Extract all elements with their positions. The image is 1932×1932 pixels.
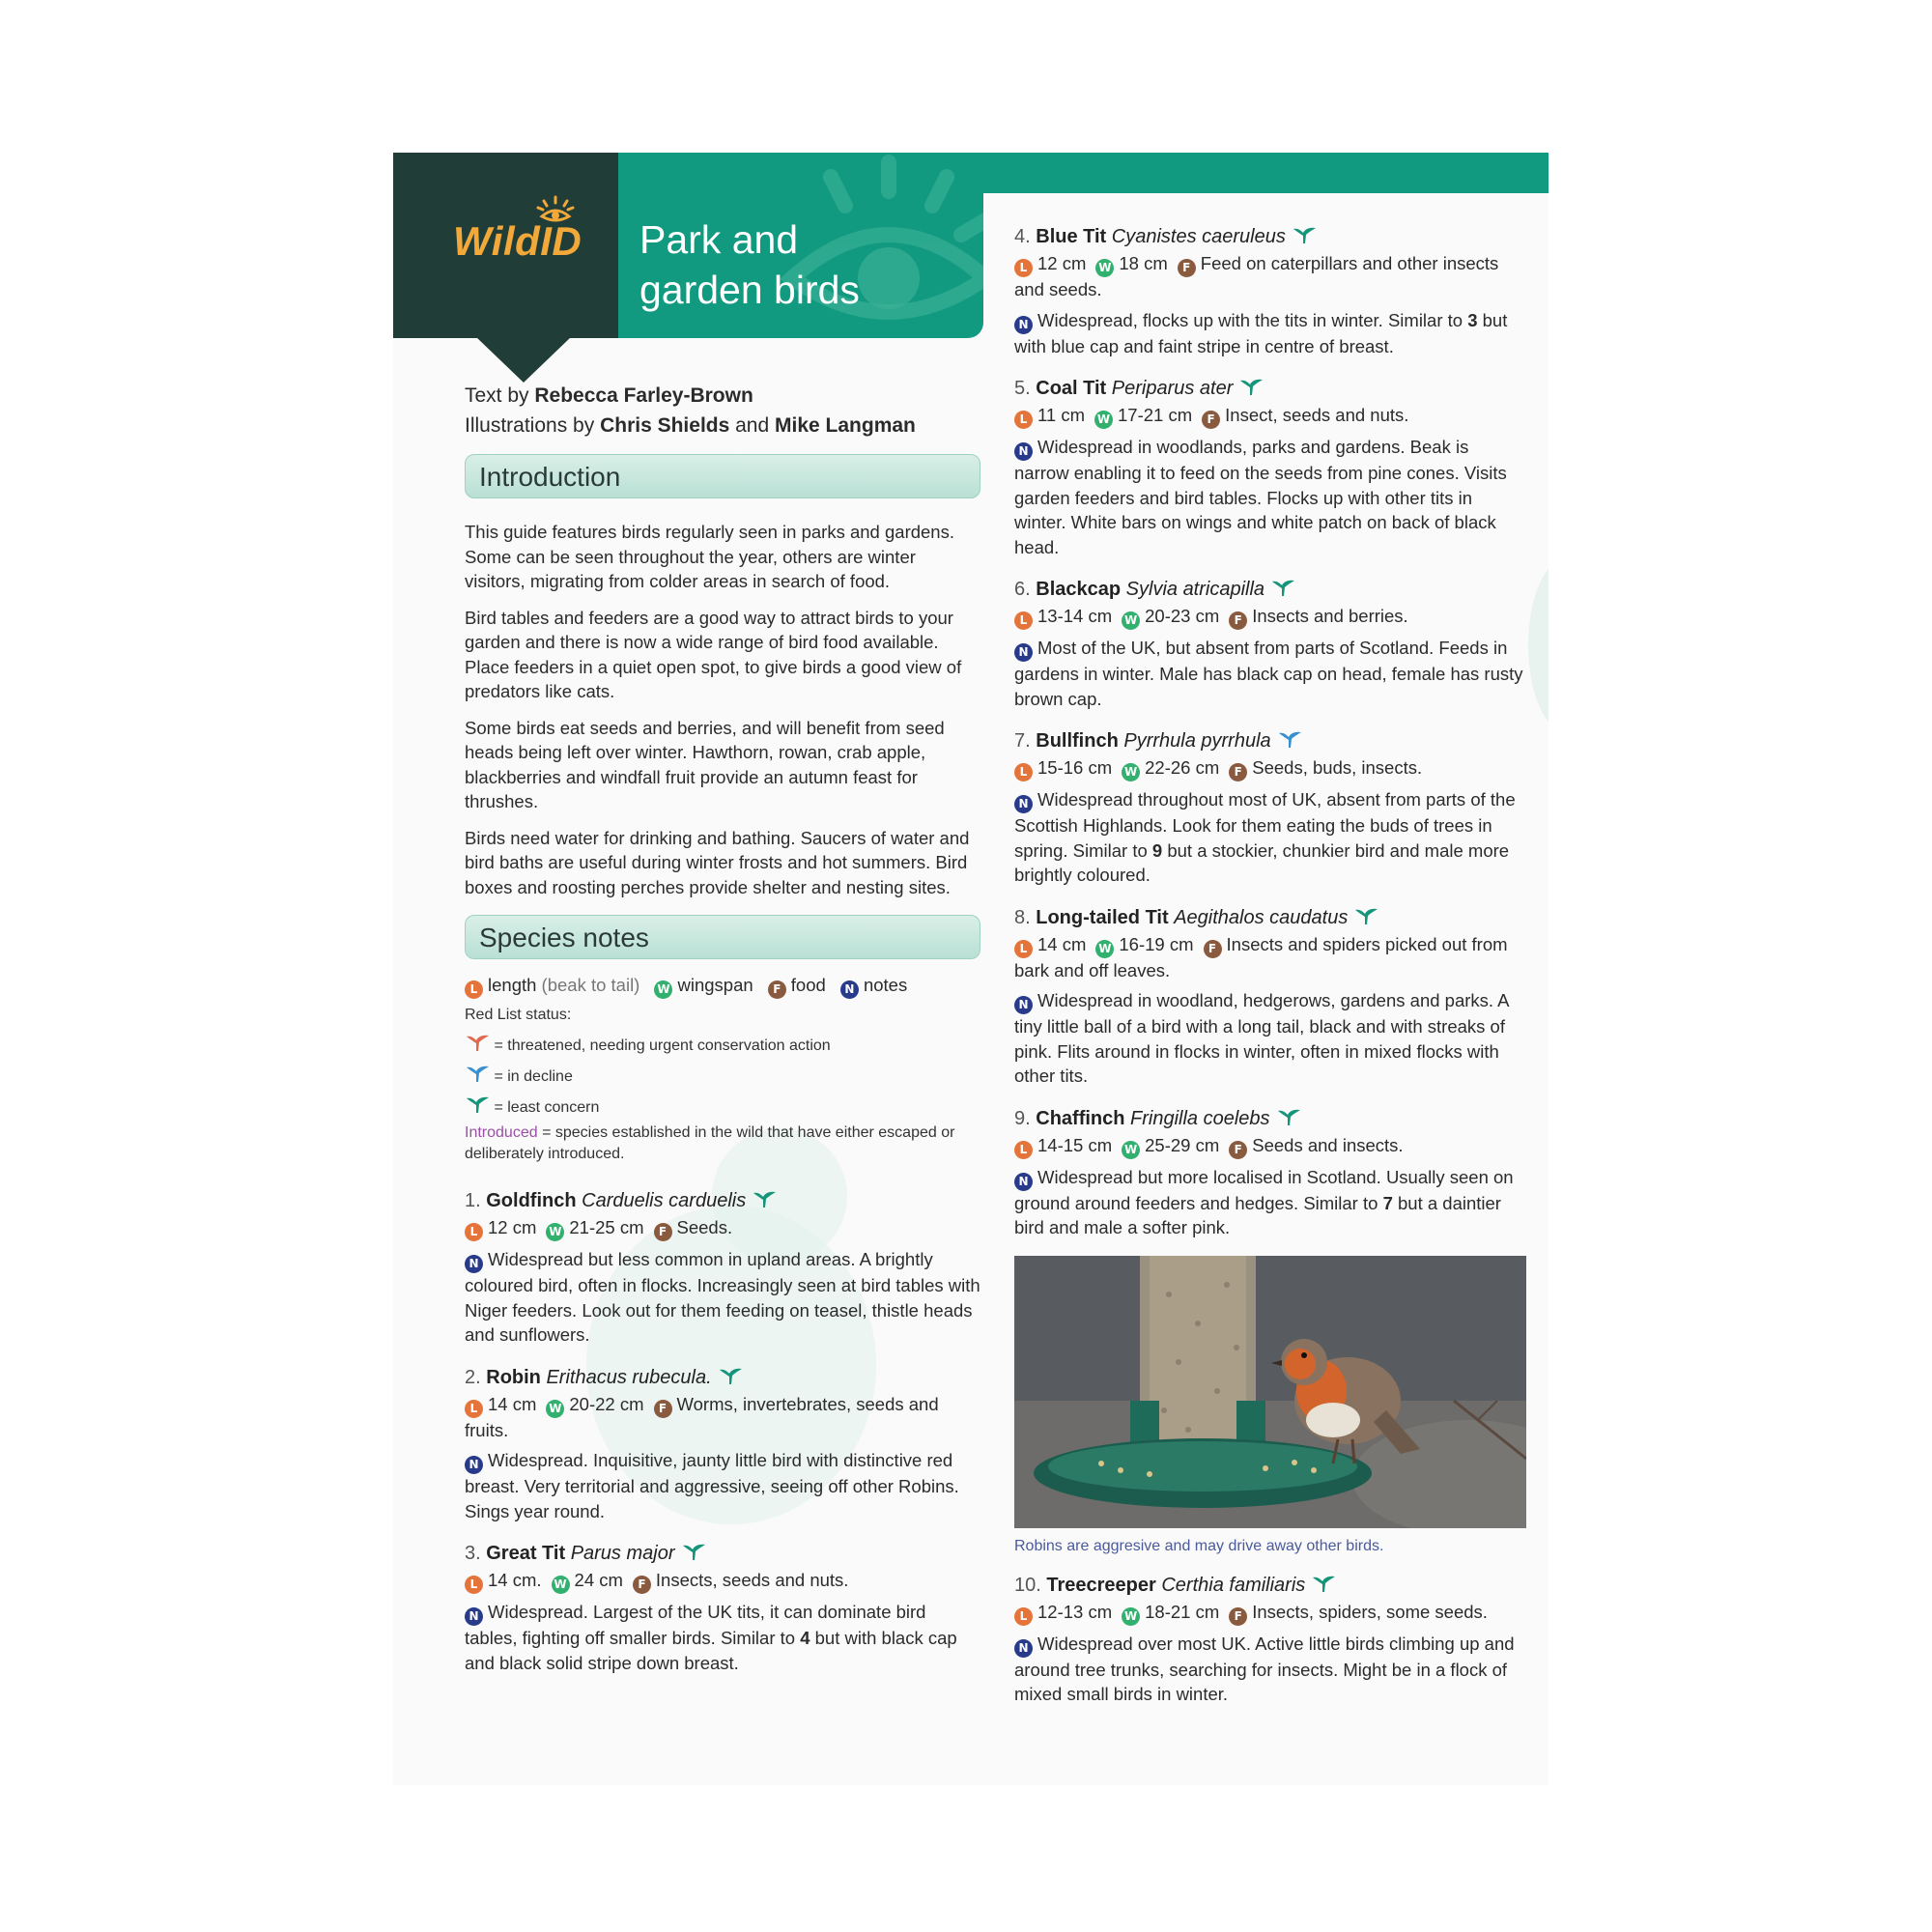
legend-length-note: (beak to tail) bbox=[541, 975, 640, 995]
length-icon: L bbox=[465, 1400, 483, 1418]
status-least-row bbox=[465, 1095, 980, 1119]
species-notes: Most of the UK, but absent from parts of Scotland. Feeds in gardens in winter. Male has black cap on head, female has rusty brown cap. bbox=[1014, 638, 1523, 709]
species-wingspan: 17-21 cm bbox=[1118, 405, 1193, 425]
length-icon: L bbox=[465, 1576, 483, 1594]
species-entry bbox=[1014, 1571, 1526, 1707]
species-notes: Widespread but less common in upland areas. A brightly coloured bird, often in flocks. Increasingly seen at bird tables with Niger feeders. Look out for them feeding on teasel, thistle heads and sunflowers. bbox=[465, 1249, 980, 1345]
species-name: Blackcap bbox=[1036, 579, 1122, 600]
species-notes-row bbox=[465, 1600, 980, 1675]
species-number: 10. bbox=[1014, 1574, 1041, 1596]
status-decline-row bbox=[465, 1065, 980, 1088]
header-title-panel bbox=[618, 153, 983, 338]
species-entry bbox=[1014, 374, 1526, 559]
title-line-1: Park and bbox=[639, 217, 799, 262]
species-number: 1. bbox=[465, 1190, 481, 1211]
wingspan-icon: W bbox=[546, 1223, 564, 1241]
species-number: 9. bbox=[1014, 1107, 1031, 1129]
species-notes-ref: 4 bbox=[800, 1628, 810, 1648]
species-notes-ref: 3 bbox=[1467, 309, 1478, 330]
notes-icon: N bbox=[1014, 316, 1033, 334]
species-notes-part-b: but with black cap and black solid stripe down breast. bbox=[465, 1628, 957, 1673]
species-notes-row bbox=[465, 1247, 980, 1348]
species-heading bbox=[1014, 1571, 1526, 1600]
legend-notes: notes bbox=[863, 975, 908, 995]
species-heading bbox=[1014, 903, 1526, 932]
species-food: Seeds, buds, insects. bbox=[1252, 757, 1423, 778]
species-list-right bbox=[1014, 222, 1526, 1240]
species-name: Treecreeper bbox=[1046, 1574, 1156, 1596]
species-measurements bbox=[1014, 932, 1526, 983]
bird-threatened-icon bbox=[465, 1034, 490, 1053]
species-length: 12 cm bbox=[1037, 253, 1087, 273]
wingspan-icon: W bbox=[552, 1576, 570, 1594]
species-notes-part-a: Widespread throughout most of UK, absent from parts of the Scottish Highlands. Look for them eating the buds of trees in spring. Similar to bbox=[1014, 789, 1516, 861]
species-name: Long-tailed Tit bbox=[1036, 906, 1169, 928]
species-length: 14 cm bbox=[1037, 933, 1087, 954]
wingspan-icon: W bbox=[1122, 1141, 1140, 1159]
bird-decline-icon bbox=[465, 1065, 490, 1084]
species-food: Feed on caterpillars and other insects and seeds. bbox=[1014, 253, 1499, 299]
species-length: 14 cm bbox=[488, 1393, 537, 1414]
species-latin-name: Sylvia atricapilla bbox=[1125, 579, 1265, 600]
red-list-status-icon bbox=[752, 1190, 777, 1209]
logo-text: WildID bbox=[453, 218, 582, 264]
species-wingspan: 24 cm bbox=[574, 1570, 623, 1590]
species-notes-row bbox=[1014, 435, 1526, 559]
text-author: Rebecca Farley-Brown bbox=[534, 384, 753, 407]
notes-icon: N bbox=[465, 1456, 483, 1474]
intro-paragraph-1: This guide features birds regularly seen in parks and gardens. Some can be seen throughout the year, others are winter visitors, migrating from colder areas in search of food. bbox=[465, 522, 954, 591]
introduced-note bbox=[465, 1122, 980, 1165]
species-wingspan: 16-19 cm bbox=[1119, 933, 1194, 954]
notes-icon: N bbox=[1014, 1639, 1033, 1658]
species-name: Coal Tit bbox=[1036, 378, 1107, 399]
food-icon: F bbox=[1202, 411, 1220, 429]
wingspan-icon: W bbox=[1122, 611, 1140, 630]
text-credit-prefix: Text by bbox=[465, 384, 529, 407]
species-notes: Widespread over most UK. Active little birds climbing up and around tree trunks, searching for insects. Might be in a flock of mixed small birds in winter. bbox=[1014, 1633, 1515, 1704]
species-notes-part-b: but a daintier bird and male a softer pink. bbox=[1014, 1192, 1501, 1237]
species-entry bbox=[1014, 726, 1526, 888]
length-icon: L bbox=[1014, 1607, 1033, 1626]
page-title bbox=[639, 214, 958, 315]
notes-icon: N bbox=[1014, 996, 1033, 1014]
wingspan-icon: W bbox=[1122, 763, 1140, 781]
status-threatened-text: = threatened, needing urgent conservation action bbox=[494, 1037, 831, 1054]
length-icon: L bbox=[1014, 763, 1033, 781]
species-name: Blue Tit bbox=[1036, 226, 1107, 247]
intro-paragraph-4: Birds need water for drinking and bathing. Saucers of water and bird baths are useful during winter frosts and hot summers. Bird boxes and roosting perches provide shelter and nesting sites. bbox=[465, 827, 970, 897]
red-list-status-icon bbox=[1311, 1575, 1336, 1594]
introduced-word: Introduced bbox=[465, 1124, 538, 1141]
species-notes-row bbox=[1014, 787, 1526, 888]
red-list-label: Red List status: bbox=[465, 1007, 572, 1023]
intro-paragraph-3: Some birds eat seeds and berries, and will benefit from seed heads being left over winter. Hawthorn, rowan, crab apple, blackberries and windfall fruit provide an autumn feast for thrushes. bbox=[465, 717, 945, 811]
species-notes-part-a: Widespread. Largest of the UK tits, it can dominate bird tables, fighting off smaller birds. Similar to bbox=[465, 1602, 926, 1648]
species-notes: Widespread in woodland, hedgerows, gardens and parks. A tiny little ball of a bird with a long tail, black and with streaks of pink. Flits around in flocks in winter, often in mixed flocks with other tits. bbox=[1014, 990, 1509, 1086]
legend-food: food bbox=[790, 975, 826, 995]
species-notes: Widespread. Inquisitive, jaunty little bird with distinctive red breast. Very territorial and aggressive, seeing off other Robins. Sings year round. bbox=[465, 1450, 959, 1521]
introduction-heading: Introduction bbox=[465, 454, 980, 498]
red-list-status-icon bbox=[1276, 1108, 1301, 1127]
status-least-text: = least concern bbox=[494, 1099, 600, 1116]
introduced-text: = species established in the wild that have either escaped or deliberately introduced. bbox=[465, 1124, 955, 1162]
species-measurements bbox=[1014, 403, 1526, 429]
species-number: 8. bbox=[1014, 906, 1031, 928]
species-notes-part-b: but with blue cap and faint stripe in centre of breast. bbox=[1014, 309, 1508, 356]
species-length: 14 cm. bbox=[488, 1570, 542, 1590]
species-latin-name: Erithacus rubecula. bbox=[546, 1366, 712, 1388]
status-threatened-row bbox=[465, 1034, 980, 1057]
robin-feeder-photo bbox=[1014, 1256, 1526, 1528]
species-entry bbox=[1014, 575, 1526, 711]
species-heading bbox=[1014, 726, 1526, 755]
species-notes-row bbox=[1014, 308, 1526, 359]
credit-and: and bbox=[735, 414, 770, 437]
notes-icon: N bbox=[465, 1255, 483, 1273]
length-icon: L bbox=[465, 980, 483, 999]
red-list-status-icon bbox=[681, 1543, 706, 1562]
guide-page bbox=[393, 153, 1548, 1785]
species-heading bbox=[1014, 374, 1526, 403]
species-notes: Widespread in woodlands, parks and gardens. Beak is narrow enabling it to feed on the seeds from pine cones. Visits garden feeders and bird tables. Flocks up with other tits in winter. White bars on wings and white patch on back of black head. bbox=[1014, 437, 1507, 557]
food-icon: F bbox=[654, 1223, 672, 1241]
species-entry bbox=[465, 1363, 980, 1524]
wildid-logo bbox=[453, 195, 598, 272]
notes-icon: N bbox=[465, 1607, 483, 1626]
species-notes-row bbox=[1014, 636, 1526, 711]
species-list-right-lower bbox=[1014, 1571, 1526, 1707]
species-notes-row bbox=[1014, 1165, 1526, 1240]
species-length: 11 cm bbox=[1037, 405, 1086, 425]
species-notes-row bbox=[1014, 988, 1526, 1089]
species-name: Goldfinch bbox=[486, 1190, 577, 1211]
header-logo-panel bbox=[393, 153, 620, 338]
legend-wingspan: wingspan bbox=[677, 975, 753, 995]
species-number: 2. bbox=[465, 1366, 481, 1388]
species-latin-name: Carduelis carduelis bbox=[582, 1190, 747, 1211]
food-icon: F bbox=[1229, 1141, 1247, 1159]
species-entry bbox=[1014, 222, 1526, 358]
species-wingspan: 18 cm bbox=[1119, 253, 1168, 273]
key-legend bbox=[465, 973, 980, 999]
notes-icon: N bbox=[1014, 442, 1033, 461]
species-food: Worms, invertebrates, seeds and fruits. bbox=[465, 1393, 939, 1440]
illustration-credit-prefix: Illustrations by bbox=[465, 414, 595, 437]
length-icon: L bbox=[1014, 259, 1033, 277]
species-length: 15-16 cm bbox=[1037, 757, 1113, 778]
food-icon: F bbox=[1229, 763, 1247, 781]
species-heading bbox=[1014, 222, 1526, 251]
red-list-status-icon bbox=[1292, 226, 1317, 245]
red-list-status-icon bbox=[718, 1367, 743, 1386]
species-number: 5. bbox=[1014, 378, 1031, 399]
food-icon: F bbox=[1229, 1607, 1247, 1626]
species-notes-part-b: but a stockier, chunkier bird and male more brightly coloured. bbox=[1014, 839, 1510, 885]
species-measurements bbox=[465, 1568, 980, 1594]
species-wingspan: 18-21 cm bbox=[1145, 1601, 1220, 1622]
species-wingspan: 20-23 cm bbox=[1145, 606, 1220, 626]
left-column bbox=[465, 454, 980, 1690]
species-name: Great Tit bbox=[486, 1543, 566, 1564]
right-column bbox=[1014, 222, 1526, 1722]
species-latin-name: Parus major bbox=[570, 1543, 675, 1564]
species-measurements bbox=[1014, 1600, 1526, 1626]
species-wingspan: 22-26 cm bbox=[1145, 757, 1220, 778]
species-notes-ref: 7 bbox=[1382, 1192, 1393, 1213]
red-list-status-icon bbox=[1353, 907, 1378, 926]
credits bbox=[465, 381, 916, 440]
wingspan-icon: W bbox=[546, 1400, 564, 1418]
wingspan-icon: W bbox=[654, 980, 672, 999]
species-notes-row bbox=[1014, 1632, 1526, 1707]
species-latin-name: Periparus ater bbox=[1111, 378, 1234, 399]
species-wingspan: 20-22 cm bbox=[569, 1393, 644, 1414]
header-notch bbox=[475, 336, 572, 383]
food-icon: F bbox=[1204, 940, 1222, 958]
species-latin-name: Cyanistes caeruleus bbox=[1111, 226, 1286, 247]
red-list-status-icon bbox=[1270, 579, 1295, 598]
photo-caption: Robins are aggresive and may drive away other birds. bbox=[1014, 1537, 1384, 1554]
red-list-status-icon bbox=[1277, 730, 1302, 750]
length-icon: L bbox=[1014, 611, 1033, 630]
species-notes-heading: Species notes bbox=[465, 915, 980, 959]
wingspan-icon: W bbox=[1095, 259, 1114, 277]
species-wingspan: 25-29 cm bbox=[1145, 1134, 1220, 1155]
wingspan-icon: W bbox=[1095, 940, 1114, 958]
species-notes-ref: 9 bbox=[1151, 839, 1163, 861]
species-measurements bbox=[465, 1215, 980, 1241]
text-credit bbox=[465, 381, 916, 411]
species-heading bbox=[465, 1363, 980, 1392]
red-list-status-icon bbox=[1238, 378, 1264, 397]
notes-icon: N bbox=[1014, 795, 1033, 813]
species-number: 6. bbox=[1014, 579, 1031, 600]
species-entry bbox=[1014, 1104, 1526, 1240]
species-number: 3. bbox=[465, 1543, 481, 1564]
wingspan-icon: W bbox=[1094, 411, 1113, 429]
species-measurements bbox=[1014, 1133, 1526, 1159]
food-icon: F bbox=[633, 1576, 651, 1594]
food-icon: F bbox=[654, 1400, 672, 1418]
legend-length: length bbox=[488, 975, 537, 995]
notes-icon: N bbox=[840, 980, 859, 999]
species-notes-row bbox=[465, 1448, 980, 1523]
species-name: Robin bbox=[486, 1366, 541, 1388]
species-latin-name: Pyrrhula pyrrhula bbox=[1123, 730, 1271, 752]
illustration-credit bbox=[465, 411, 916, 440]
status-decline-text: = in decline bbox=[494, 1068, 573, 1085]
intro-paragraph-2: Bird tables and feeders are a good way to attract birds to your garden and there is now a wide range of bird food available. Place feeders in a quiet open spot, to give birds a good view of predators like cats. bbox=[465, 607, 962, 701]
species-food: Insect, seeds and nuts. bbox=[1225, 405, 1409, 425]
species-entry bbox=[465, 1186, 980, 1348]
species-notes-part-a: Widespread, flocks up with the tits in winter. Similar to bbox=[1037, 309, 1468, 330]
species-latin-name: Fringilla coelebs bbox=[1130, 1107, 1270, 1129]
food-icon: F bbox=[1178, 259, 1196, 277]
species-length: 13-14 cm bbox=[1037, 606, 1113, 626]
species-food: Insects, seeds and nuts. bbox=[655, 1570, 849, 1590]
length-icon: L bbox=[1014, 411, 1033, 429]
notes-icon: N bbox=[1014, 643, 1033, 662]
species-list-left bbox=[465, 1186, 980, 1675]
species-measurements bbox=[1014, 251, 1526, 302]
length-icon: L bbox=[465, 1223, 483, 1241]
species-latin-name: Certhia familiaris bbox=[1161, 1574, 1306, 1596]
food-icon: F bbox=[1229, 611, 1247, 630]
robin-photo-illustration bbox=[1014, 1256, 1526, 1528]
species-name: Chaffinch bbox=[1036, 1107, 1125, 1129]
bird-least-concern-icon bbox=[465, 1095, 490, 1115]
species-heading bbox=[465, 1539, 980, 1568]
illustrator-2: Mike Langman bbox=[775, 414, 916, 437]
length-icon: L bbox=[1014, 940, 1033, 958]
species-measurements bbox=[1014, 755, 1526, 781]
title-line-2: garden birds bbox=[639, 268, 860, 312]
species-food: Insects and spiders picked out from bark and off leaves. bbox=[1014, 933, 1508, 980]
species-food: Seeds. bbox=[676, 1217, 733, 1237]
species-heading bbox=[1014, 575, 1526, 604]
species-measurements bbox=[465, 1392, 980, 1443]
species-latin-name: Aegithalos caudatus bbox=[1174, 906, 1349, 928]
species-name: Bullfinch bbox=[1036, 730, 1119, 752]
species-length: 12 cm bbox=[488, 1217, 537, 1237]
species-measurements bbox=[1014, 604, 1526, 630]
food-icon: F bbox=[768, 980, 786, 999]
species-heading bbox=[465, 1186, 980, 1215]
species-notes-part-a: Widespread but more localised in Scotland. Usually seen on ground around feeders and hedges. Similar to bbox=[1014, 1166, 1514, 1213]
species-entry bbox=[1014, 903, 1526, 1089]
species-food: Insects and berries. bbox=[1252, 606, 1408, 626]
illustrator-1: Chris Shields bbox=[600, 414, 730, 437]
species-length: 14-15 cm bbox=[1037, 1134, 1113, 1155]
species-heading bbox=[1014, 1104, 1526, 1133]
notes-icon: N bbox=[1014, 1173, 1033, 1191]
species-length: 12-13 cm bbox=[1037, 1601, 1113, 1622]
wingspan-icon: W bbox=[1122, 1607, 1140, 1626]
species-food: Seeds and insects. bbox=[1252, 1134, 1404, 1155]
species-food: Insects, spiders, some seeds. bbox=[1252, 1601, 1488, 1622]
species-wingspan: 21-25 cm bbox=[569, 1217, 644, 1237]
species-number: 7. bbox=[1014, 730, 1031, 752]
species-number: 4. bbox=[1014, 226, 1031, 247]
watermark-circle-right bbox=[1528, 558, 1548, 732]
length-icon: L bbox=[1014, 1141, 1033, 1159]
species-entry bbox=[465, 1539, 980, 1675]
